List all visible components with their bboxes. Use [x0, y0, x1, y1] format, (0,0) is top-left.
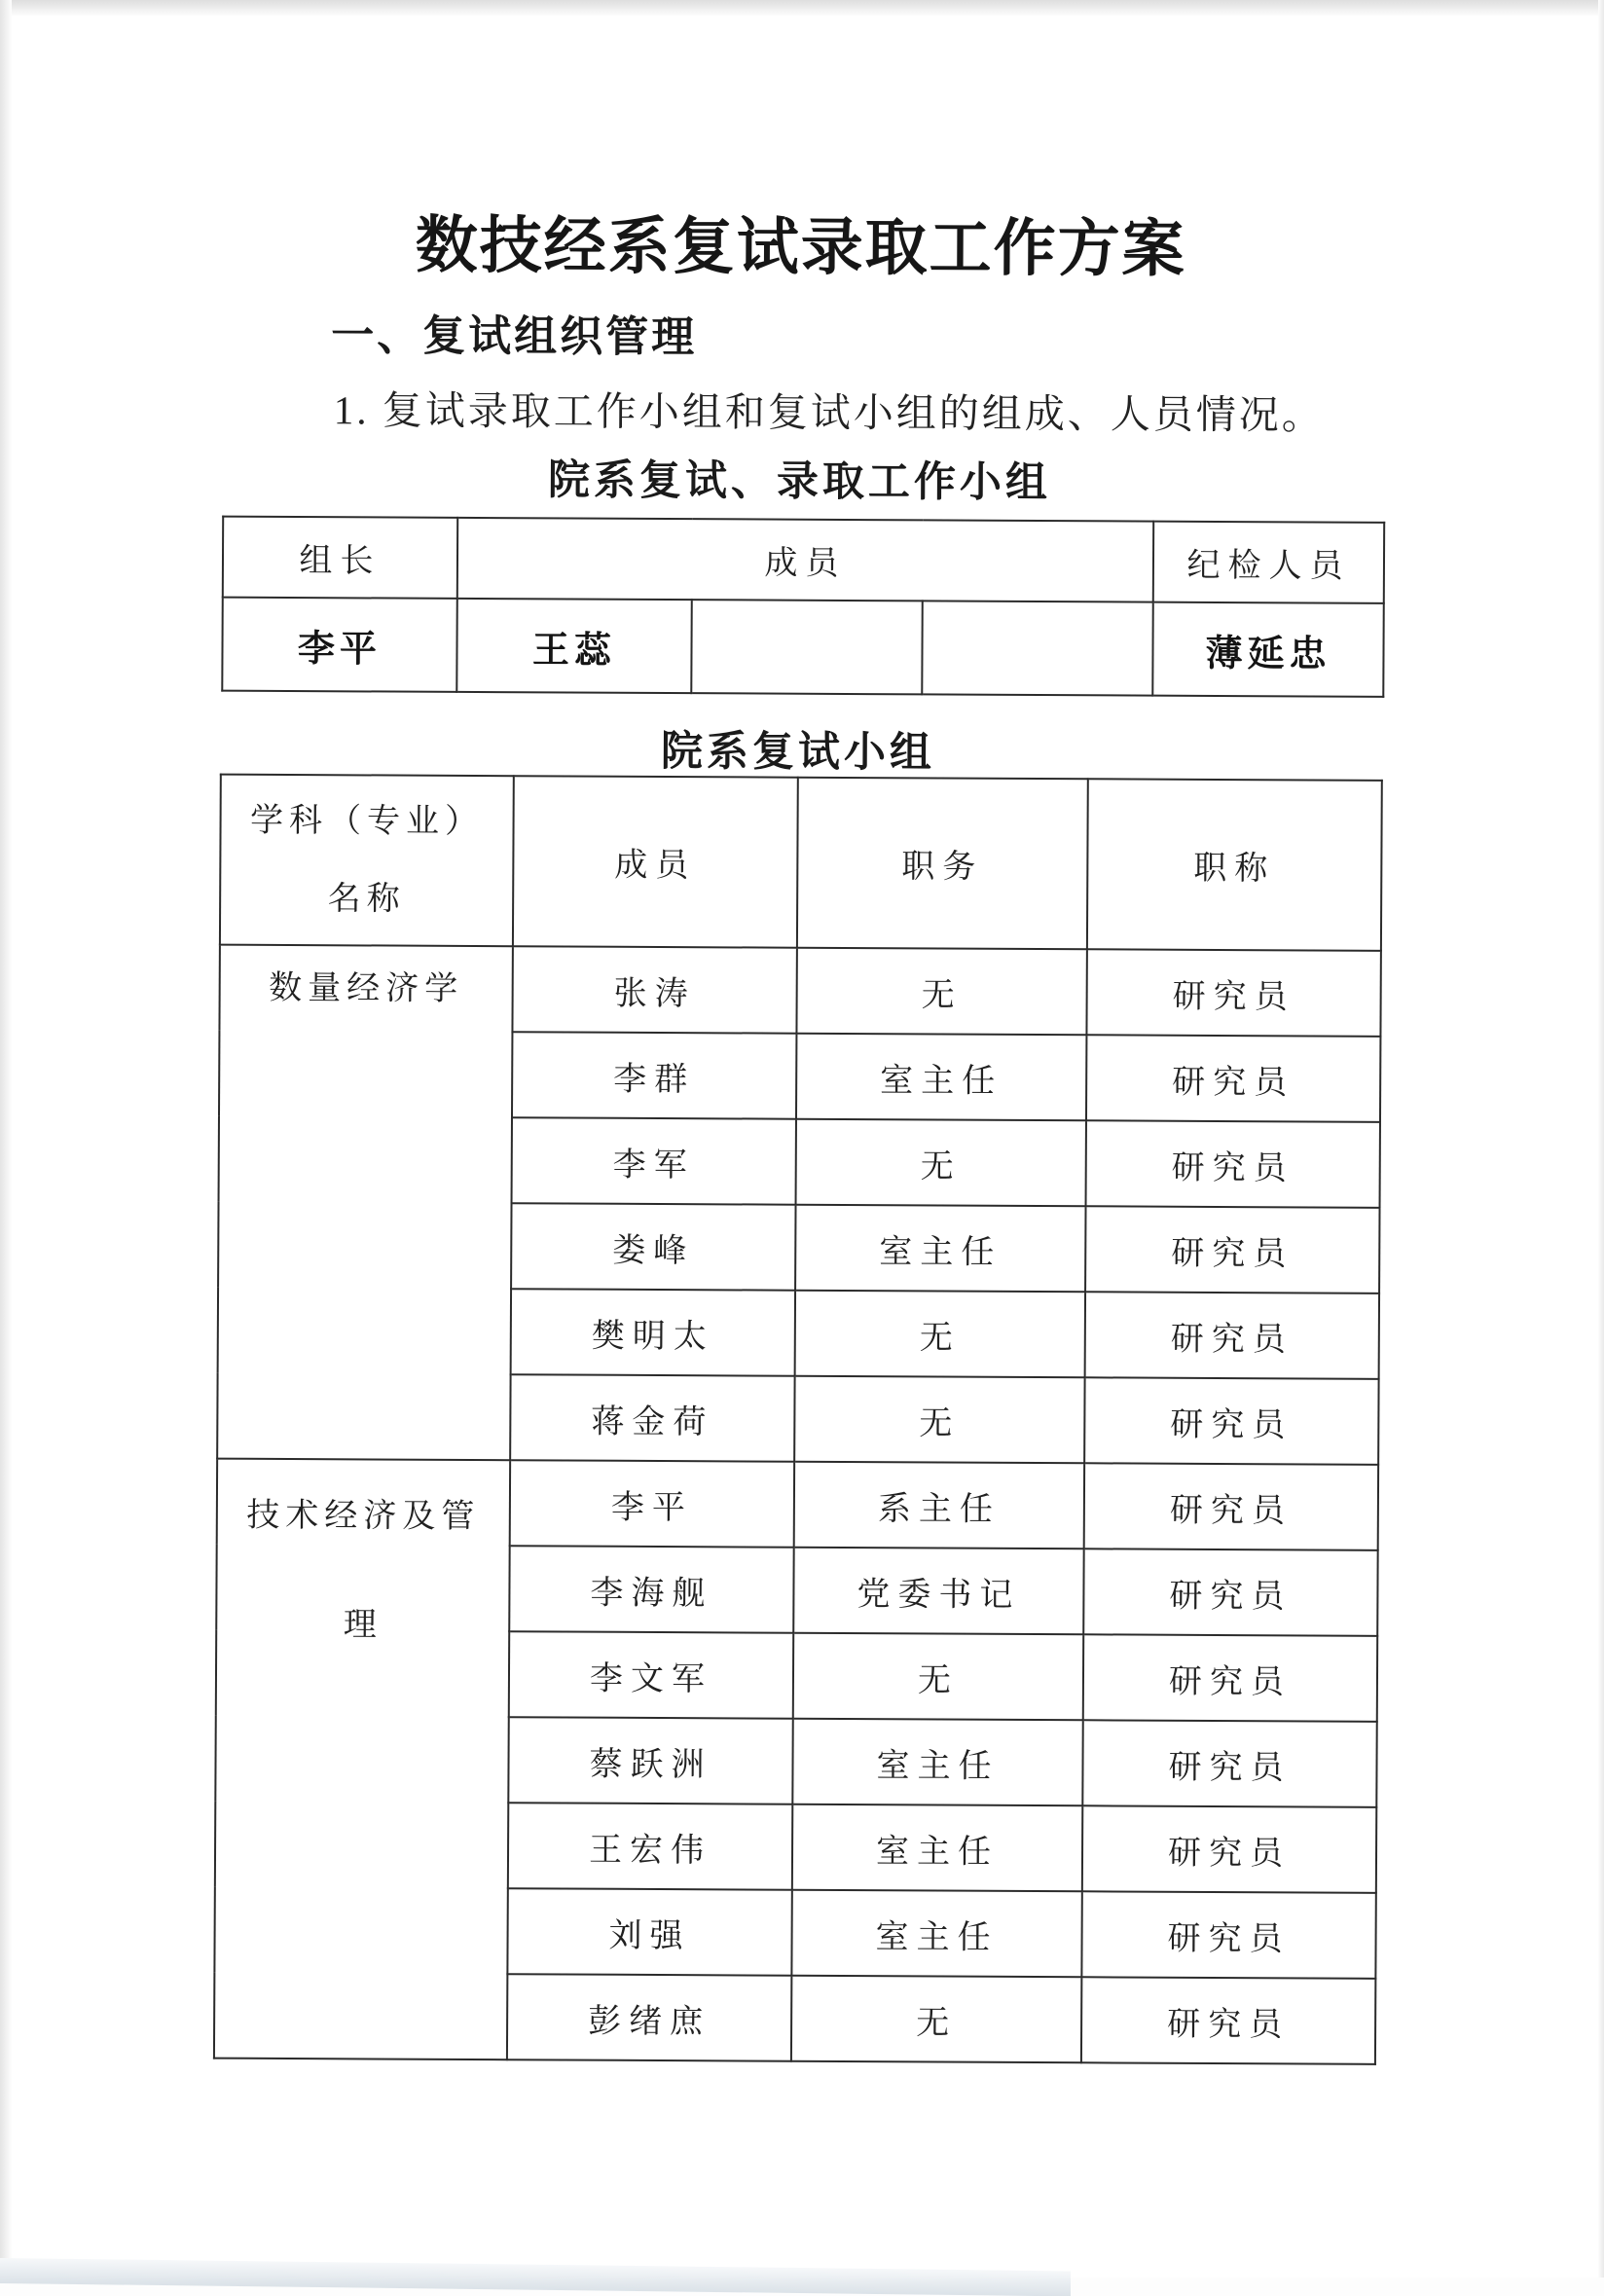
title-cell: 研究员 [1085, 1292, 1379, 1379]
subject-header-text: 学科（专业）名称 [249, 802, 485, 918]
table1-caption: 院系复试、录取工作小组 [547, 457, 1052, 507]
title-cell: 研究员 [1084, 1463, 1378, 1550]
position-header-cell: 职务 [797, 778, 1088, 950]
table-row [217, 1459, 1378, 1550]
group-name-cell [214, 1459, 510, 2060]
title-cell: 研究员 [1083, 1634, 1377, 1722]
title-cell: 研究员 [1081, 1891, 1375, 1979]
position-cell: 室主任 [792, 1719, 1082, 1806]
position-cell: 无 [791, 1976, 1081, 2063]
title-cell: 研究员 [1086, 1120, 1380, 1208]
title-cell: 研究员 [1082, 1805, 1376, 1893]
member-cell: 蒋金荷 [510, 1374, 794, 1462]
position-cell: 室主任 [791, 1890, 1081, 1978]
position-cell: 无 [795, 1291, 1085, 1378]
member-cell: 王宏伟 [508, 1803, 792, 1890]
member-cell: 刘强 [507, 1888, 791, 1976]
member-cell: 李军 [512, 1117, 796, 1205]
position-cell: 室主任 [795, 1205, 1085, 1293]
member-cell: 张涛 [512, 946, 796, 1034]
work-group-table [221, 516, 1385, 698]
table1-header-row [223, 517, 1384, 603]
member-cell: 蔡跃洲 [508, 1717, 792, 1804]
intro-paragraph: 1. 复试录取工作小组和复试小组的组成、人员情况。 [333, 387, 1325, 438]
leader-name-cell: 李平 [222, 598, 456, 692]
table2-header-row [220, 775, 1382, 951]
leader-header-cell: 组长 [223, 517, 457, 599]
member-cell: 娄峰 [511, 1203, 795, 1291]
title-cell: 研究员 [1081, 1977, 1375, 2064]
title-cell: 研究员 [1084, 1377, 1378, 1465]
position-cell: 无 [794, 1376, 1084, 1464]
member-name-cell-empty [922, 601, 1153, 695]
position-cell: 室主任 [792, 1804, 1082, 1892]
title-cell: 研究员 [1083, 1549, 1377, 1636]
member-cell: 李平 [510, 1460, 794, 1548]
member-name-cell-empty [691, 600, 922, 694]
title-header-cell: 职称 [1087, 779, 1382, 951]
title-cell: 研究员 [1085, 1206, 1379, 1294]
group-name-text: 技术经济及管理 [246, 1497, 481, 1644]
member-cell: 李海舰 [509, 1546, 793, 1633]
members-header-cell: 成员 [457, 518, 1153, 602]
table-row [219, 945, 1380, 1037]
discipline-header-cell: 纪检人员 [1153, 522, 1384, 603]
position-cell: 室主任 [796, 1034, 1086, 1121]
group-name-text: 数量经济学 [269, 969, 464, 1007]
position-cell: 系主任 [794, 1462, 1084, 1549]
discipline-name-cell: 薄延忠 [1152, 602, 1383, 697]
subject-header-cell [220, 775, 514, 947]
title-cell: 研究员 [1086, 949, 1380, 1037]
member-header-cell: 成员 [513, 776, 798, 948]
position-cell: 无 [796, 1119, 1086, 1207]
title-cell: 研究员 [1082, 1720, 1376, 1807]
group-name-cell [217, 945, 513, 1461]
page-title: 数技经系复试录取工作方案 [415, 209, 1186, 284]
title-cell: 研究员 [1086, 1035, 1380, 1122]
table2-caption: 院系复试小组 [660, 728, 936, 777]
position-cell: 党委书记 [793, 1548, 1083, 1635]
member-cell: 樊明太 [511, 1289, 795, 1376]
position-cell: 无 [796, 948, 1086, 1036]
review-group-table [213, 774, 1383, 2065]
member-cell: 李文军 [509, 1631, 793, 1719]
member-cell: 彭绪庶 [507, 1974, 791, 2061]
section-heading: 一、复试组织管理 [331, 311, 698, 362]
table1-data-row [222, 598, 1384, 697]
member-cell: 李群 [512, 1032, 796, 1119]
position-cell: 无 [793, 1633, 1083, 1721]
member-name-cell: 王蕊 [456, 599, 691, 693]
